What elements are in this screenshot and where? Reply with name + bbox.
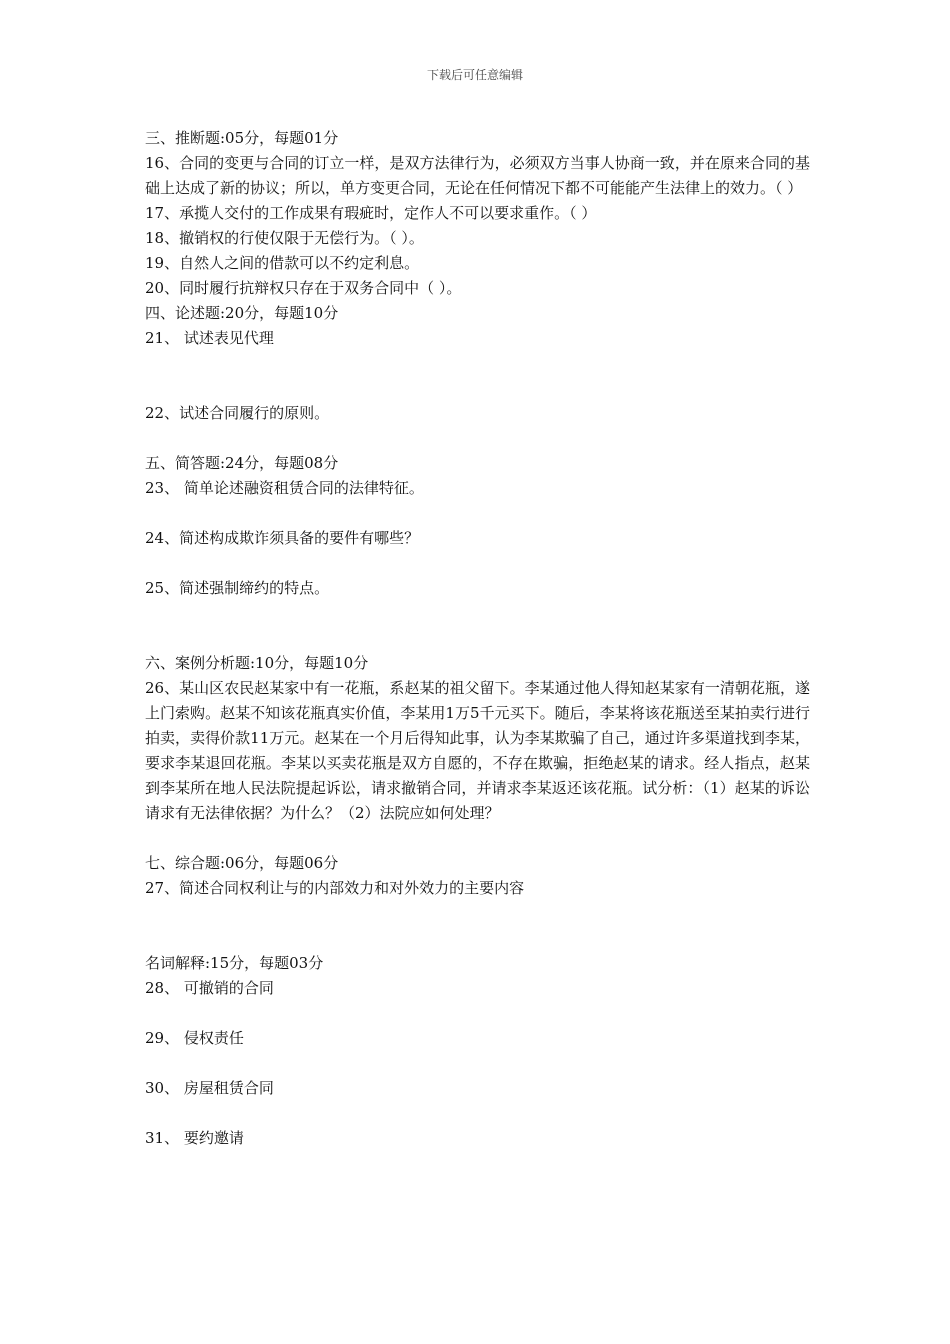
- question-26: 26、某山区农民赵某家中有一花瓶，系赵某的祖父留下。李某通过他人得知赵某家有一清朝花瓶，遂上门索购。赵某不知该花瓶真实价值，李某用1万5千元买下。随后，李某将该花瓶送至某拍卖行进行拍卖，卖得价款11万元。赵某在一个月后得知此事，认为李某欺骗了自己，通过许多渠道找到李某，要求李某退回花瓶。李某以买卖花瓶是双方自愿的，不存在欺骗，拒绝赵某的请求。经人指点，赵某到李某所在地人民法院提起诉讼，请求撤销合同，并请求李某返还该花瓶。试分析：（1）赵某的诉讼请求有无法律依据？为什么？（2）法院应如何处理？: [145, 679, 810, 822]
- spacer: [145, 1001, 810, 1026]
- section-title-terms: 名词解释:15分，每题03分: [145, 954, 324, 972]
- spacer: [145, 901, 810, 926]
- spacer: [145, 376, 810, 401]
- spacer: [145, 351, 810, 376]
- question-20: 20、同时履行抗辩权只存在于双务合同中（ ）。: [145, 279, 462, 297]
- question-31: 31、 要约邀请: [145, 1129, 244, 1147]
- spacer: [145, 551, 810, 576]
- spacer: [145, 601, 810, 626]
- section-title-comprehensive: 七、综合题:06分，每题06分: [145, 854, 339, 872]
- spacer: [145, 1051, 810, 1076]
- section-title-essay: 四、论述题:20分，每题10分: [145, 304, 339, 322]
- question-22: 22、试述合同履行的原则。: [145, 404, 330, 422]
- question-24: 24、简述构成欺诈须具备的要件有哪些？: [145, 529, 420, 547]
- spacer: [145, 501, 810, 526]
- section-title-short-answer: 五、简答题:24分，每题08分: [145, 454, 339, 472]
- spacer: [145, 926, 810, 951]
- question-25: 25、简述强制缔约的特点。: [145, 579, 330, 597]
- question-18: 18、撤销权的行使仅限于无偿行为。（ ）。: [145, 229, 424, 247]
- question-27: 27、简述合同权利让与的内部效力和对外效力的主要内容: [145, 879, 525, 897]
- question-30: 30、 房屋租赁合同: [145, 1079, 274, 1097]
- spacer: [145, 426, 810, 451]
- question-19: 19、自然人之间的借款可以不约定利息。: [145, 254, 420, 272]
- question-29: 29、 侵权责任: [145, 1029, 244, 1047]
- question-21: 21、 试述表见代理: [145, 329, 274, 347]
- section-title-judgement: 三、推断题:05分，每题01分: [145, 129, 339, 147]
- section-title-case: 六、案例分析题:10分，每题10分: [145, 654, 369, 672]
- page-header: 下载后可任意编辑: [426, 68, 523, 82]
- question-23: 23、 简单论述融资租赁合同的法律特征。: [145, 479, 424, 497]
- spacer: [145, 626, 810, 651]
- question-17: 17、承揽人交付的工作成果有瑕疵时，定作人不可以要求重作。（ ）: [145, 204, 597, 222]
- question-28: 28、 可撤销的合同: [145, 979, 274, 997]
- spacer: [145, 826, 810, 851]
- question-16: 16、合同的变更与合同的订立一样，是双方法律行为，必须双方当事人协商一致，并在原来合同的基础上达成了新的协议；所以，单方变更合同，无论在任何情况下都不可能能产生法律上的效力。（ ）: [145, 154, 810, 197]
- spacer: [145, 1101, 810, 1126]
- document-body: [145, 126, 810, 1151]
